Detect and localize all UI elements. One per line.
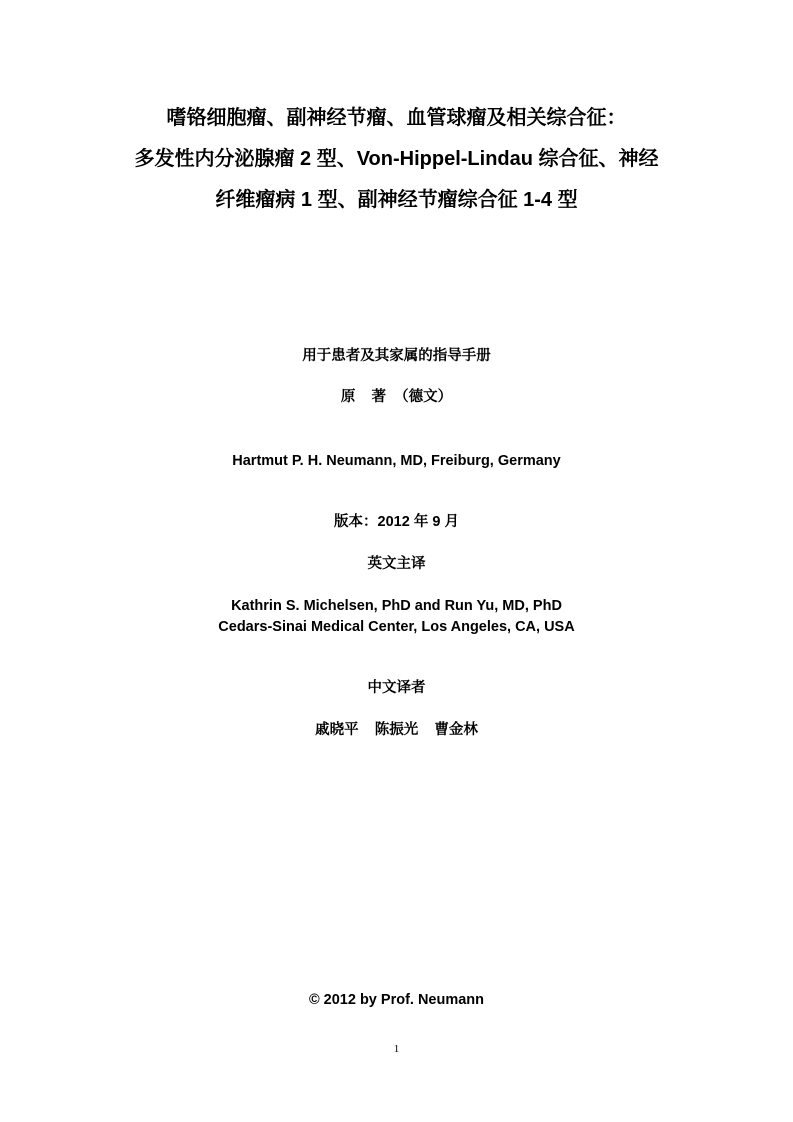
original-language-label: 原 著 （德文）	[340, 389, 453, 405]
author: Hartmut P. H. Neumann, MD, Freiburg, Germany	[232, 453, 561, 469]
english-translators-affiliation: Cedars-Sinai Medical Center, Los Angeles, CA, USA	[218, 619, 575, 635]
chinese-translators: 戚晓平 陈振光 曹金林	[315, 722, 478, 738]
english-translators: Kathrin S. Michelsen, PhD and Run Yu, MD, PhD	[231, 598, 562, 614]
chinese-translation-heading: 中文译者	[367, 680, 426, 696]
page-number: 1	[393, 1043, 400, 1055]
copyright-notice: © 2012 by Prof. Neumann	[308, 992, 485, 1008]
english-translation-heading: 英文主译	[367, 556, 426, 572]
edition-date: 版本：2012 年 9 月	[334, 514, 459, 530]
title-line-2: 多发性内分泌腺瘤 2 型、Von-Hippel-Lindau 综合征、神经	[134, 148, 659, 170]
title-line-3: 纤维瘤病 1 型、副神经节瘤综合征 1-4 型	[215, 189, 578, 211]
title-line-1: 嗜铬细胞瘤、副神经节瘤、血管球瘤及相关综合征：	[166, 107, 627, 129]
subtitle: 用于患者及其家属的指导手册	[302, 348, 491, 364]
